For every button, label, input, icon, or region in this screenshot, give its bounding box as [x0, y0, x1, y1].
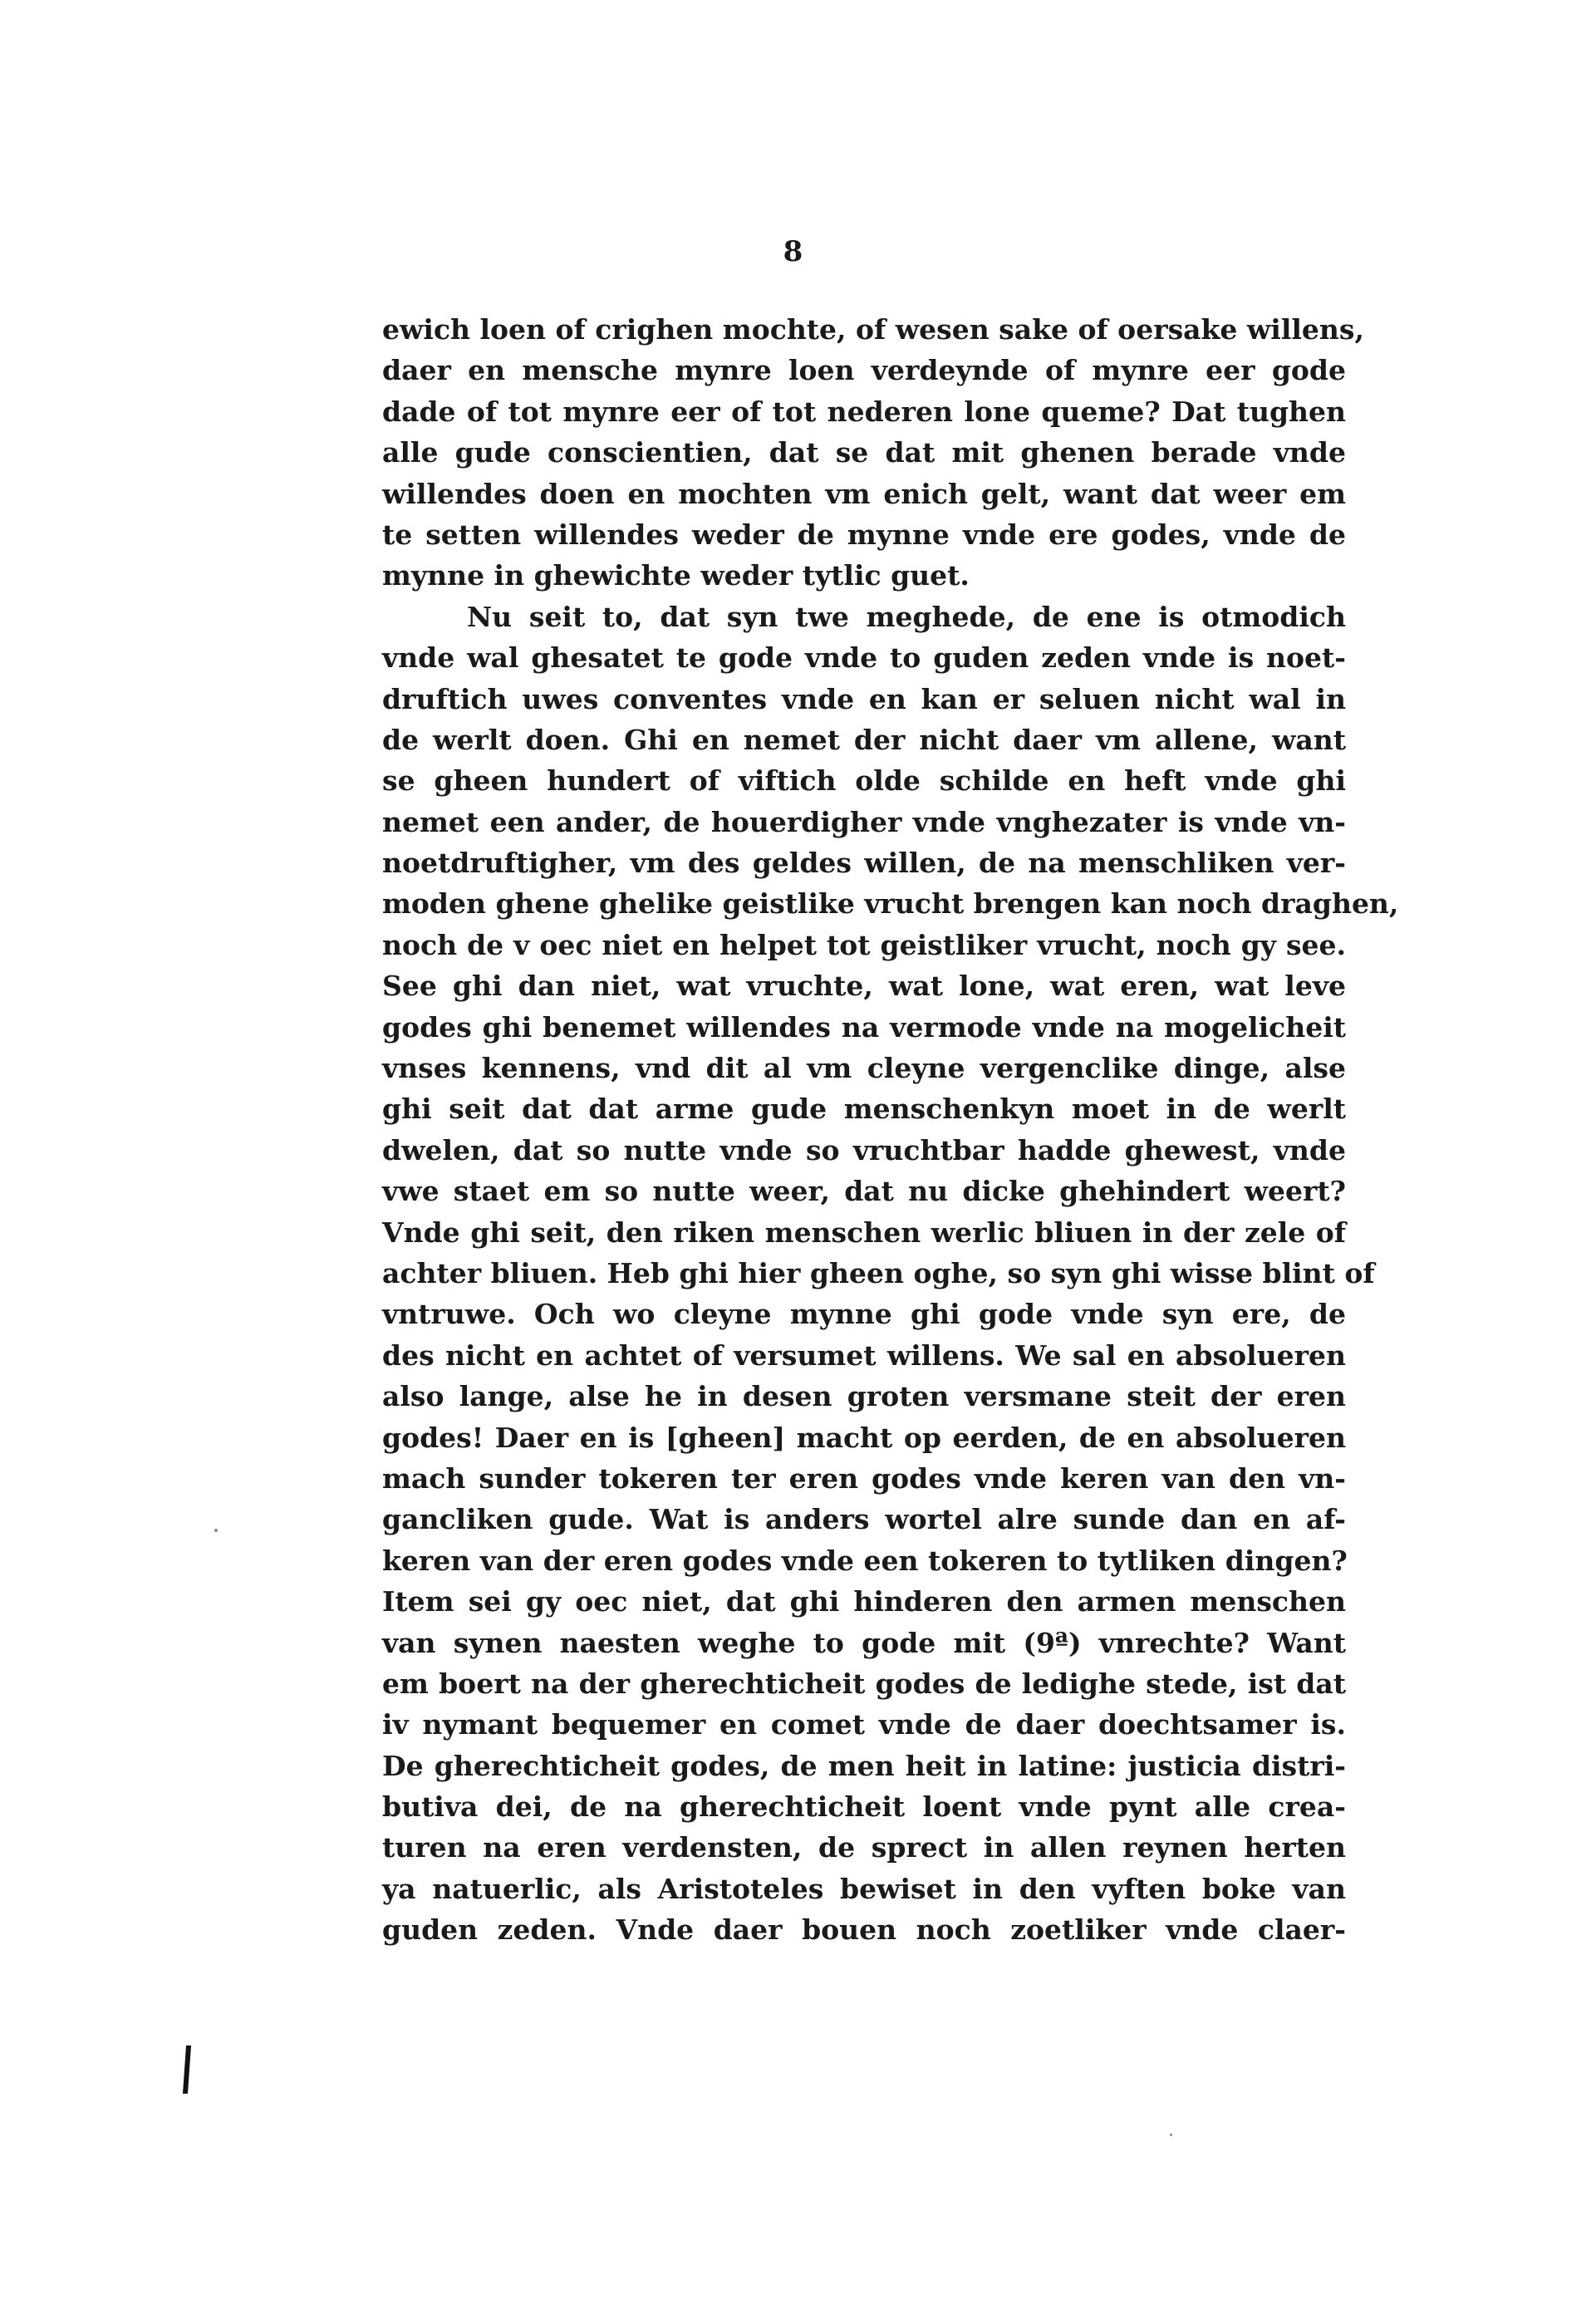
text-line: achter bliuen. Heb ghi hier gheen oghe, so syn ghi wisse blint of	[382, 1256, 1375, 1289]
text-line: also lange, alse he in desen groten versmane steit der eren	[382, 1380, 1346, 1413]
text-line: dwelen, dat so nutte vnde so vruchtbar hadde ghewest, vnde	[382, 1133, 1346, 1166]
text-line: butiva dei, de na gherechticheit loent vnde pynt alle crea-	[382, 1790, 1346, 1824]
text-line: iv nymant bequemer en comet vnde de daer doechtsamer is.	[382, 1708, 1346, 1741]
text-line: Vnde ghi seit, den riken menschen werlic bliuen in der zele of	[382, 1216, 1346, 1249]
text-line: moden ghene ghelike geistlike vrucht brengen kan noch draghen,	[382, 887, 1399, 921]
text-line: godes! Daer en is [gheen] macht op eerden, de en absolueren	[382, 1421, 1346, 1454]
text-line: ya natuerlic, als Aristoteles bewiset in den vyften boke van	[382, 1872, 1346, 1905]
text-line: nemet een ander, de houerdigher vnde vnghezater is vnde vn-	[382, 805, 1346, 838]
text-line: de werlt doen. Ghi en nemet der nicht daer vm allene, want	[382, 723, 1346, 756]
body-text	[382, 309, 1399, 1951]
text-line: noetdruftigher, vm des geldes willen, de na menschliken ver-	[382, 847, 1346, 880]
text-line: ghi seit dat dat arme gude menschenkyn moet in de werlt	[382, 1093, 1346, 1126]
text-line: vwe staet em so nutte weer, dat nu dicke ghehindert weert?	[382, 1175, 1346, 1208]
text-line: daer en mensche mynre loen verdeynde of mynre eer gode	[382, 354, 1346, 387]
text-line: turen na eren verdensten, de sprect in allen reynen herten	[382, 1831, 1346, 1864]
text-line: des nicht en achtet of versumet willens. We sal en absolueren	[382, 1338, 1346, 1372]
text-line: noch de v oec niet en helpet tot geistliker vrucht, noch gy see.	[382, 928, 1346, 961]
text-line: mynne in ghewichte weder tytlic guet.	[382, 559, 970, 592]
text-line: se gheen hundert of viftich olde schilde en heft vnde ghi	[382, 764, 1346, 798]
text-line: vnde wal ghesatet te gode vnde to guden zeden vnde is noet-	[382, 641, 1346, 675]
text-line: ewich loen of crighen mochte, of wesen sake of oersake willens,	[382, 313, 1364, 346]
text-line: alle gude conscientien, dat se dat mit ghenen berade vnde	[382, 436, 1346, 469]
text-line: em boert na der gherechticheit godes de ledighe stede, ist dat	[382, 1667, 1346, 1700]
text-line: Item sei gy oec niet, dat ghi hinderen den armen menschen	[382, 1585, 1346, 1618]
text-line: De gherechticheit godes, de men heit in latine: justicia distri-	[382, 1749, 1346, 1782]
text-line: vntruwe. Och wo cleyne mynne ghi gode vnde syn ere, de	[382, 1298, 1346, 1331]
text-line: willendes doen en mochten vm enich gelt, want dat weer em	[382, 477, 1346, 510]
text-line: druftich uwes conventes vnde en kan er seluen nicht wal in	[382, 682, 1346, 715]
scan-margin-mark	[183, 2046, 191, 2094]
text-line: gancliken gude. Wat is anders wortel alre sunde dan en af-	[382, 1503, 1346, 1536]
page-number: 8	[783, 235, 803, 268]
text-line: te setten willendes weder de mynne vnde ere godes, vnde de	[382, 518, 1346, 551]
text-line: guden zeden. Vnde daer bouen noch zoetliker vnde claer-	[382, 1913, 1346, 1947]
text-line: vnses kennens, vnd dit al vm cleyne vergenclike dinge, alse	[382, 1052, 1346, 1085]
scan-speck	[1170, 2134, 1172, 2136]
text-line: See ghi dan niet, wat vruchte, wat lone, wat eren, wat leve	[382, 970, 1346, 1003]
text-line: godes ghi benemet willendes na vermode vnde na mogelicheit	[382, 1010, 1346, 1044]
text-line: van synen naesten weghe to gode mit (9ª) vnrechte? Want	[382, 1626, 1346, 1659]
text-line: keren van der eren godes vnde een tokeren to tytliken dingen?	[382, 1544, 1348, 1577]
scan-speck	[214, 1529, 218, 1532]
text-line: mach sunder tokeren ter eren godes vnde keren van den vn-	[382, 1461, 1346, 1495]
paragraph-first-line: Nu seit to, dat syn twe meghede, de ene is otmodich	[467, 600, 1346, 633]
text-line: dade of tot mynre eer of tot nederen lone queme? Dat tughen	[382, 395, 1346, 428]
